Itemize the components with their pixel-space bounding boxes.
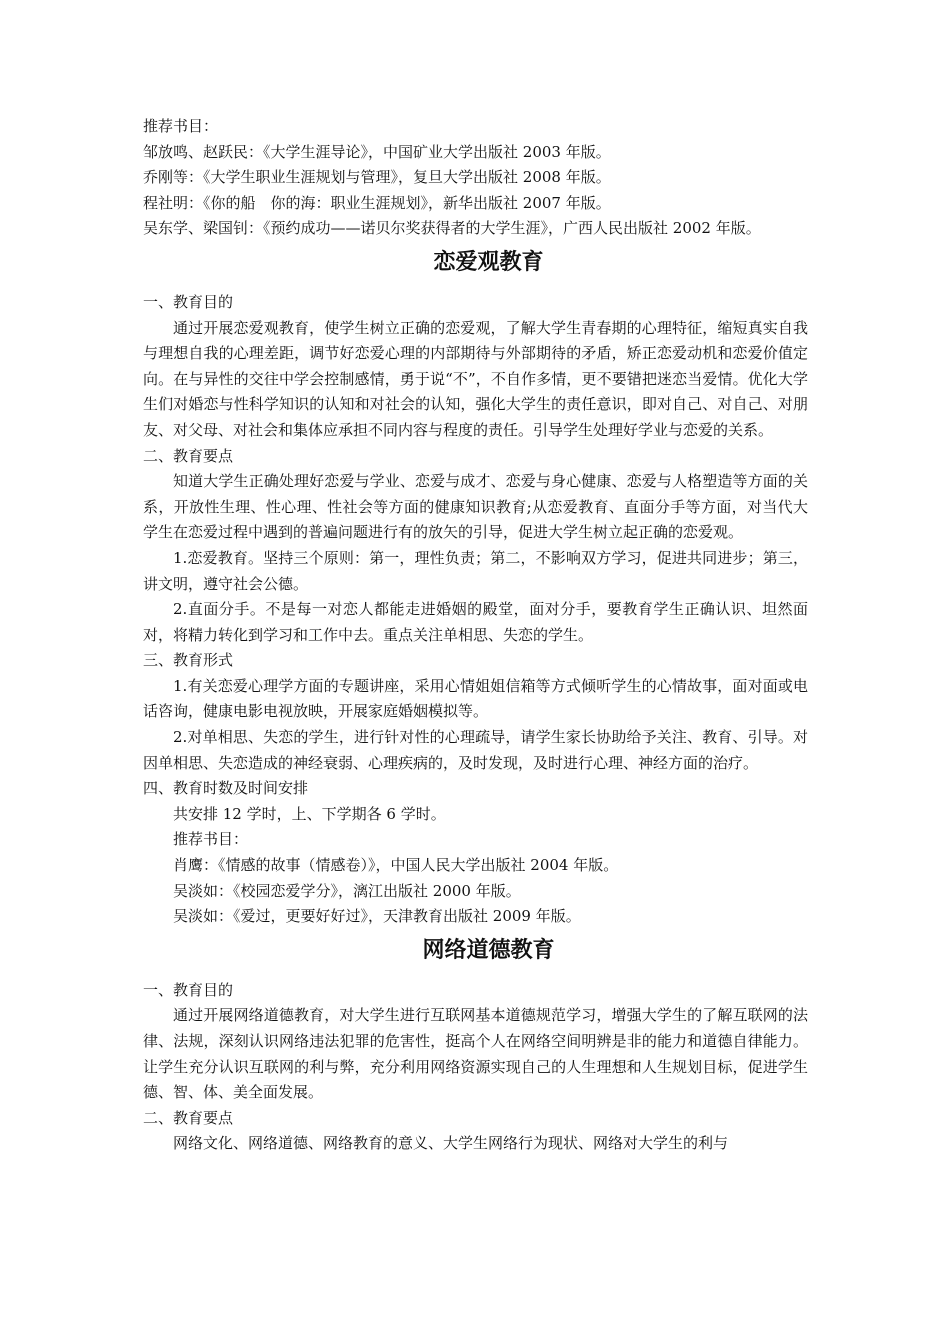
love-s2-heading: 二、教育要点 bbox=[143, 446, 234, 465]
top-book-item: 乔刚等：《大学生职业生涯规划与管理》，复旦大学出版社 2008 年版。 bbox=[143, 168, 611, 187]
top-book-item: 吴东学、梁国钊：《预约成功——诺贝尔奖获得者的大学生涯》，广西人民出版社 2002 年版。 bbox=[143, 219, 761, 238]
love-s3-point-1: 1.有关恋爱心理学方面的专题讲座，采用心情姐姐信箱等方式倾听学生的心情故事，面对面或电话咨询，健康电影电视放映，开展家庭婚姻模拟等。 bbox=[143, 676, 808, 721]
love-s1-heading: 一、教育目的 bbox=[143, 292, 234, 311]
love-s3-point-2: 2.对单相思、失恋的学生，进行针对性的心理疏导，请学生家长协助给予关注、教育、引导。对因单相思、失恋造成的神经衰弱、心理疾病的，及时发现，及时进行心理、神经方面的治疗。 bbox=[143, 728, 808, 772]
love-book-item: 吴淡如：《校园恋爱学分》，漓江出版社 2000 年版。 bbox=[173, 881, 521, 900]
love-s2-text: 知道大学生正确处理好恋爱与学业、恋爱与成才、恋爱与身心健康、恋爱与人格塑造等方面的关系，开放性生理、性心理、性社会等方面的健康知识教育;从恋爱教育、直面分手等方面，对当代大学生在恋爱过程中遇到的普遍问题进行有的放矢的引导，促进大学生树立起正确的恋爱观。 bbox=[143, 472, 808, 542]
love-s2-point-2: 2.直面分手。不是每一对恋人都能走进婚姻的殿堂，面对分手，要教育学生正确认识、坦然面对，将精力转化到学习和工作中去。重点关注单相思、失恋的学生。 bbox=[143, 600, 808, 644]
network-s2-text: 网络文化、网络道德、网络教育的意义、大学生网络行为现状、网络对大学生的利与 bbox=[173, 1134, 729, 1153]
top-book-item: 邹放鸣、赵跃民：《大学生涯导论》，中国矿业大学出版社 2003 年版。 bbox=[143, 142, 611, 161]
network-s2-heading: 二、教育要点 bbox=[143, 1108, 234, 1127]
love-books-label: 推荐书目： bbox=[173, 830, 249, 849]
love-section-title: 恋爱观教育 bbox=[433, 248, 544, 275]
top-books-label: 推荐书目： bbox=[143, 117, 219, 135]
network-section-title: 网络道德教育 bbox=[422, 936, 555, 963]
love-book-item: 肖鹰：《情感的故事（情感卷）》，中国人民大学出版社 2004 年版。 bbox=[173, 856, 619, 875]
love-s2-point-1: 1.恋爱教育。坚持三个原则：第一，理性负责；第二，不影响双方学习，促进共同进步；第三，讲文明，遵守社会公德。 bbox=[143, 548, 808, 593]
love-s4-heading: 四、教育时数及时间安排 bbox=[143, 779, 309, 798]
love-book-item: 吴淡如：《爱过，更要好好过》，天津教育出版社 2009 年版。 bbox=[173, 907, 581, 926]
top-book-item: 程社明：《你的船 你的海：职业生涯规划》，新华出版社 2007 年版。 bbox=[143, 193, 611, 212]
love-s3-heading: 三、教育形式 bbox=[143, 651, 234, 670]
document-page bbox=[143, 114, 808, 1157]
network-s1-heading: 一、教育目的 bbox=[143, 980, 234, 999]
network-s1-text: 通过开展网络道德教育，对大学生进行互联网基本道德规范学习，增强大学生的了解互联网的法律、法规，深刻认识网络违法犯罪的危害性，挺高个人在网络空间明辨是非的能力和道德自律能力。让学生充分认识互联网的利与弊，充分利用网络资源实现自己的人生理想和人生规划目标，促进学生德、智、体、美全面发展。 bbox=[143, 1006, 808, 1102]
love-s1-text: 通过开展恋爱观教育，使学生树立正确的恋爱观，了解大学生青春期的心理特征，缩短真实自我与理想自我的心理差距，调节好恋爱心理的内部期待与外部期待的矛盾，矫正恋爱动机和恋爱价值定向。在与异性的交往中学会控制感情，勇于说“不”，不自作多情，更不要错把迷恋当爱情。优化大学生们对婚恋与性科学知识的认知和对社会的认知，强化大学生的责任意识，即对自己、对自己、对朋友、对父母、对社会和集体应承担不同内容与程度的责任。引导学生处理好学业与恋爱的关系。 bbox=[143, 318, 808, 439]
love-s4-hours: 共安排 12 学时，上、下学期各 6 学时。 bbox=[173, 804, 446, 823]
